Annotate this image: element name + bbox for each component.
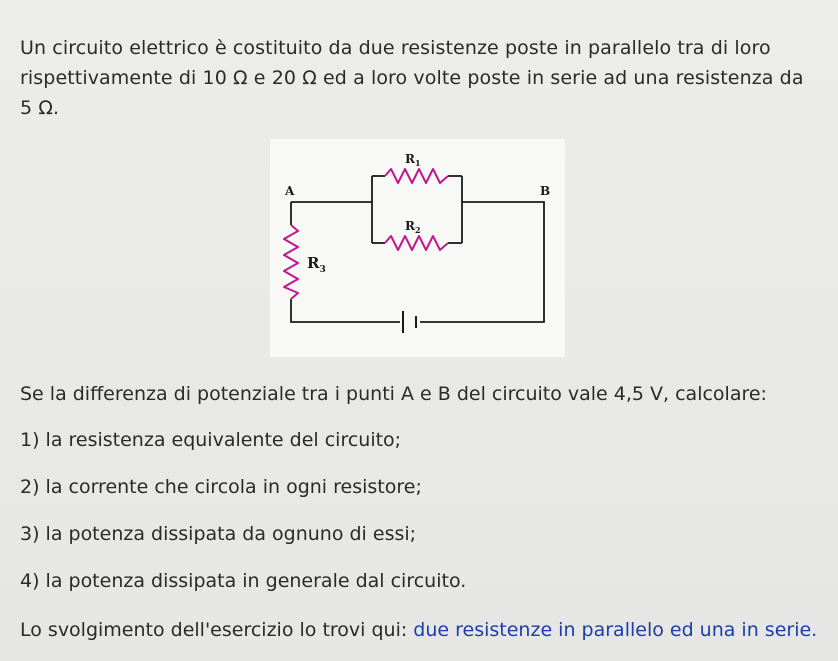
wire-b-right <box>420 202 544 322</box>
label-r2-sub: 2 <box>414 225 421 235</box>
circuit-svg <box>270 139 565 357</box>
label-r1-sub: 1 <box>414 158 421 168</box>
wire-r3-bottom <box>291 299 400 322</box>
task-item: 1) la resistenza equivalente del circuito; <box>20 429 402 451</box>
task-item: 2) la corrente che circola in ogni resistore; <box>20 476 422 498</box>
solution-footer <box>20 616 830 644</box>
task-item: 3) la potenza dissipata da ognuno di essi; <box>20 523 417 545</box>
resistor-r1 <box>385 169 448 183</box>
resistor-r2 <box>385 236 448 250</box>
task-list <box>20 426 820 614</box>
resistor-r3 <box>284 225 298 299</box>
solution-link[interactable]: due resistenze in parallelo ed una in serie. <box>413 619 818 641</box>
circuit-labels <box>284 152 550 275</box>
label-r3-sub: 3 <box>319 265 326 275</box>
label-r2-main: R <box>405 219 415 233</box>
resistors <box>284 169 448 299</box>
label-r3-main: R <box>307 254 320 272</box>
label-r3 <box>307 254 326 275</box>
label-r2 <box>405 219 421 235</box>
circuit-diagram <box>270 139 565 357</box>
circuit-wires <box>291 176 544 322</box>
footer-text: Lo svolgimento dell'esercizio lo trovi qui: <box>20 619 414 641</box>
label-a: A <box>285 184 295 198</box>
problem-intro <box>20 33 820 123</box>
intro-text: Un circuito elettrico è costituito da due resistenze poste in parallelo tra di loro rispettivamente di 10 Ω e 20 Ω ed a loro volte poste in serie ad una resistenza da 5 Ω. <box>20 37 804 119</box>
battery-icon <box>403 311 416 333</box>
label-b: B <box>540 184 551 198</box>
task-item: 4) la potenza dissipata in generale dal circuito. <box>20 570 467 592</box>
question-text: Se la differenza di potenziale tra i punti A e B del circuito vale 4,5 V, calcolare: <box>20 383 767 405</box>
label-r1-main: R <box>405 152 415 166</box>
label-r1 <box>405 152 421 168</box>
